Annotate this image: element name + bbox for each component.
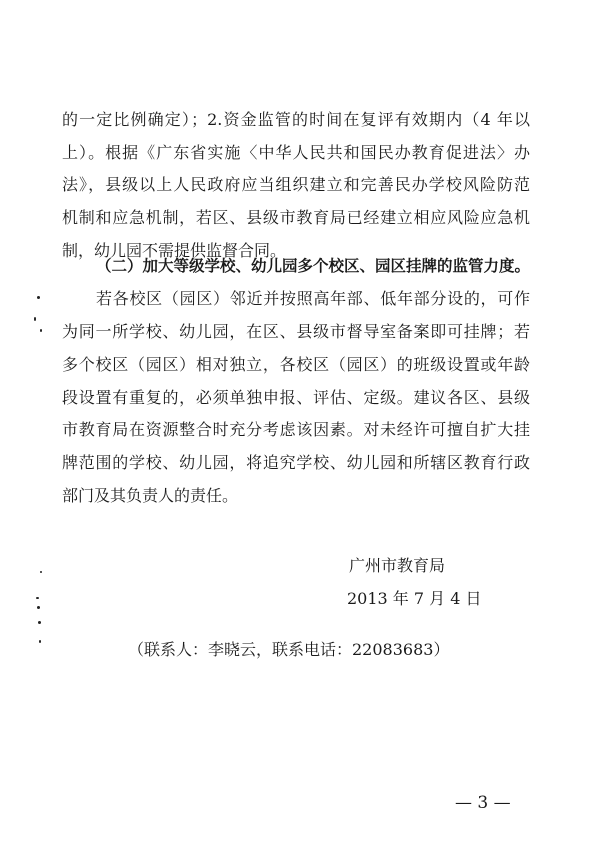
signature-date: 2013 年 7 月 4 日 [347,589,482,608]
binding-mark [36,597,39,599]
body-line-3: 法》，县级以上人民政府应当组织建立和完善民办学校风险防范 [62,175,530,194]
section-line-4: 段设置有重复的，必须单独申报、评估、定级。建议各区、县级 [62,388,530,407]
binding-mark [40,571,42,573]
section-line-3: 多个校区（园区）相对独立，各校区（园区）的班级设置或年龄 [62,355,530,374]
body-line-2: 上）。根据《广东省实施〈中华人民共和国民办教育促进法〉办 [62,143,530,162]
body-line-1: 的一定比例确定）；2.资金监管的时间在复评有效期内（4 年以 [62,110,530,129]
section-line-5: 市教育局在资源整合时充分考虑该因素。对未经许可擅自扩大挂 [62,420,530,439]
signature-org: 广州市教育局 [349,556,446,575]
binding-mark [37,606,40,609]
contact-info: （联系人：李晓云，联系电话：22083683） [128,640,450,659]
binding-mark [40,329,42,332]
body-line-4: 机制和应急机制，若区、县级市教育局已经建立相应风险应急机 [62,208,530,227]
section-heading: （二）加大等级学校、幼儿园多个校区、园区挂牌的监管力度。 [96,256,531,275]
body-line-5: 制，幼儿园不需提供监督合同。 [62,241,287,260]
binding-mark [38,621,41,624]
section-line-7: 部门及其负责人的责任。 [62,486,239,505]
page-number: — 3 — [455,793,511,813]
section-line-6: 牌范围的学校、幼儿园，将追究学校、幼儿园和所辖区教育行政 [62,453,530,472]
binding-mark [34,317,36,321]
binding-mark [37,296,40,299]
binding-mark [39,640,41,643]
section-line-1: 若各校区（园区）邻近并按照高年部、低年部分设的，可作 [96,289,530,308]
section-line-2: 为同一所学校、幼儿园，在区、县级市督导室备案即可挂牌；若 [62,322,530,341]
